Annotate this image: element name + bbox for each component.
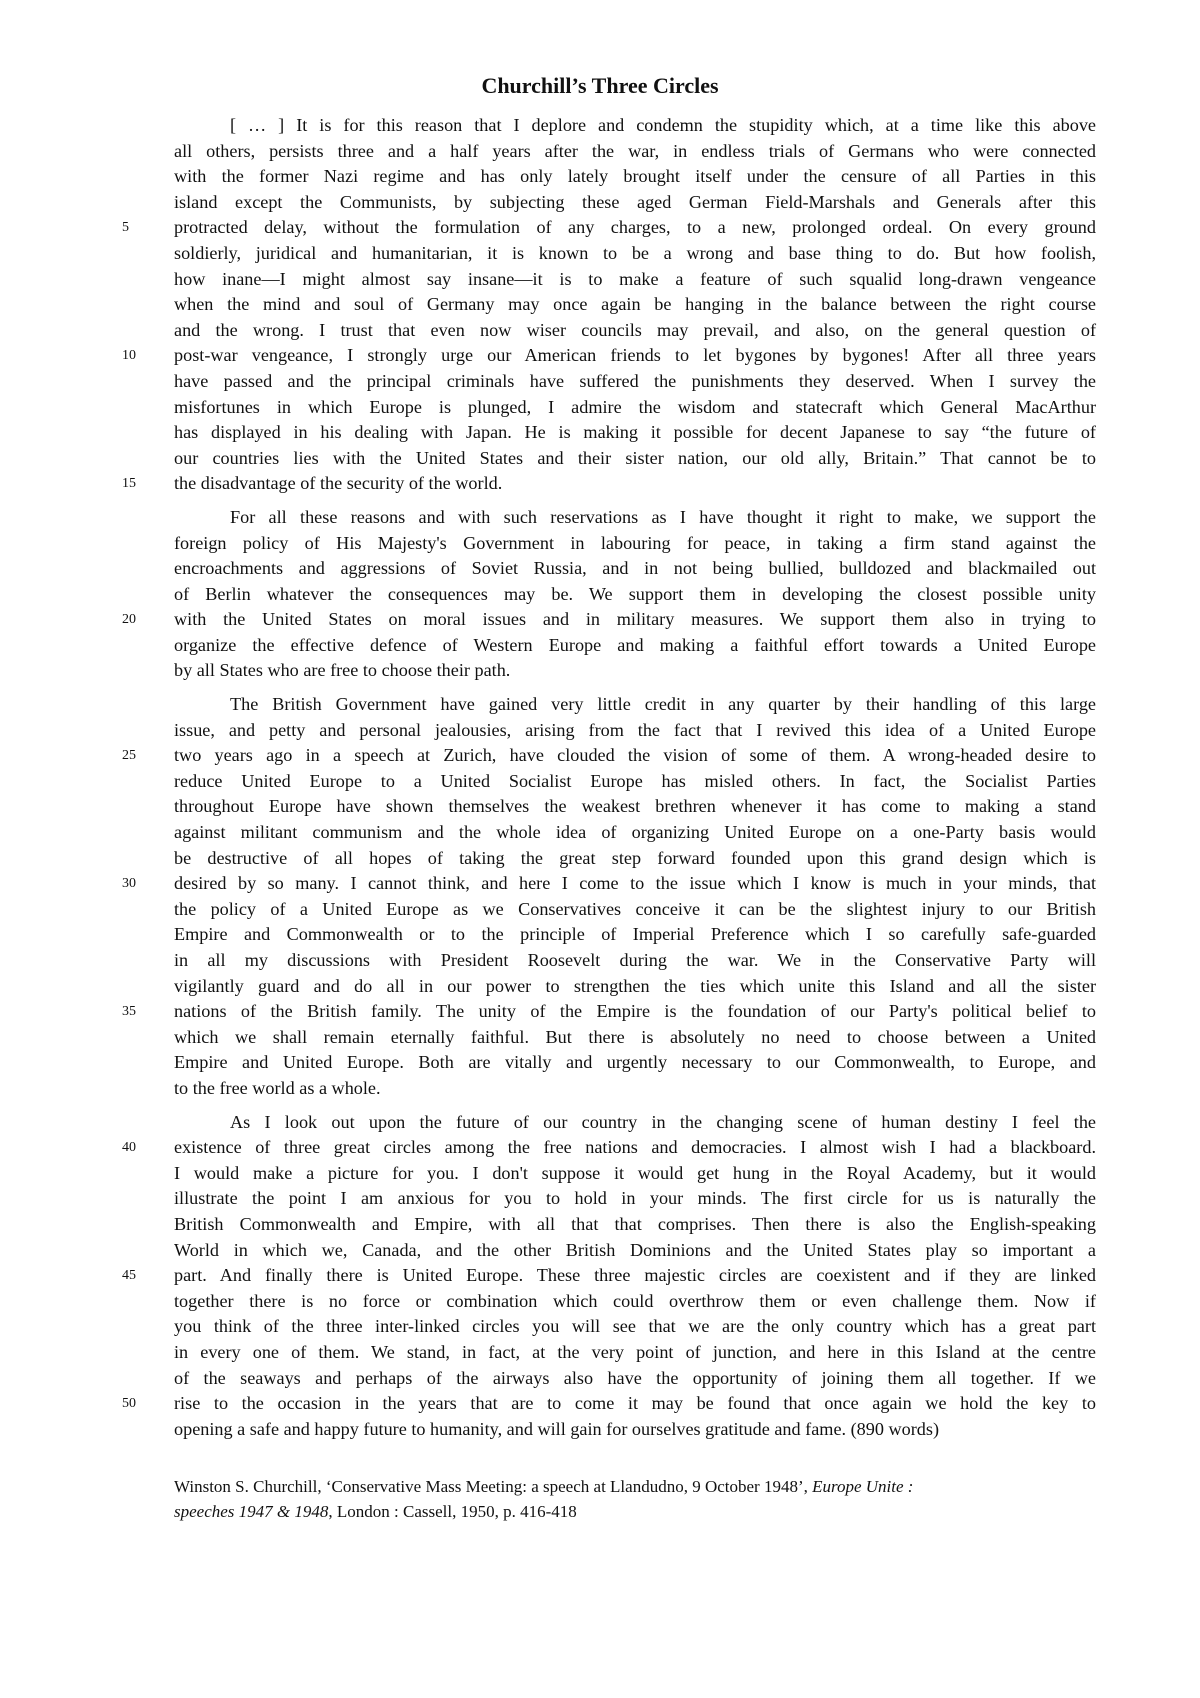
text-line: opening a safe and happy future to humanity, and will gain for ourselves gratitude and fame. (890 words) <box>174 1418 940 1439</box>
text-line: to the free world as a whole. <box>174 1077 381 1098</box>
text-line: when the mind and soul of Germany may once again be hanging in the balance between the right course <box>174 294 1096 315</box>
text-line: our countries lies with the United States and their sister nation, our old ally, Britain.” That cannot be to <box>174 447 1096 468</box>
text-line: the policy of a United Europe as we Conservatives conceive it can be the slightest injury to our British <box>174 898 1096 919</box>
text-line: issue, and petty and personal jealousies, arising from the fact that I revived this idea of a United Europe <box>174 719 1096 740</box>
text-line: island except the Communists, by subjecting these aged German Field-Marshals and Generals after this <box>174 191 1096 212</box>
text-line: in all my discussions with President Roosevelt during the war. We in the Conservative Party will <box>174 950 1096 970</box>
line-number: 5 <box>122 220 129 236</box>
text-line: The British Government have gained very little credit in any quarter by their handling of this large <box>230 694 1096 715</box>
citation-line-2 <box>174 1499 1096 1524</box>
text-line: all others, persists three and a half years after the war, in endless trials of Germans who were connected <box>174 140 1096 161</box>
line-number: 30 <box>122 876 136 892</box>
text-line: misfortunes in which Europe is plunged, I admire the wisdom and statecraft which General MacArthur <box>174 396 1096 417</box>
paragraph-2 <box>122 505 1096 684</box>
text-line: with the United States on moral issues and in military measures. We support them also in trying to 20 <box>174 607 1096 633</box>
text-line: vigilantly guard and do all in our power to strengthen the ties which unite this Island and all the sister <box>174 975 1096 996</box>
line-number: 35 <box>122 1004 136 1020</box>
text-line: World in which we, Canada, and the other British Dominions and the United States play so important a <box>174 1239 1096 1260</box>
text-line: British Commonwealth and Empire, with all that that comprises. Then there is also the English-speaking <box>174 1213 1096 1234</box>
text-line: desired by so many. I cannot think, and here I come to the issue which I know is much in your minds, that 30 <box>174 871 1096 897</box>
text-line: organize the effective defence of Western Europe and making a faithful effort towards a United Europe <box>174 634 1096 655</box>
text-line: you think of the three inter-linked circles you will see that we are the only country which has a great part <box>174 1316 1096 1337</box>
text-line: [ … ] It is for this reason that I deplore and condemn the stupidity which, at a time like this above <box>230 115 1096 135</box>
text-line: has displayed in his dealing with Japan. He is making it possible for decent Japanese to say “the future of <box>174 422 1096 443</box>
text-line: As I look out upon the future of our country in the changing scene of human destiny I feel the <box>230 1111 1096 1132</box>
citation-line-1 <box>174 1474 1096 1499</box>
paragraph-4 <box>122 1110 1096 1443</box>
text-line: in every one of them. We stand, in fact, at the very point of junction, and here in this Island at the centre <box>174 1341 1096 1362</box>
text-line: Empire and Commonwealth or to the principle of Imperial Preference which I so carefully safe-guarded <box>174 924 1096 945</box>
text-line: I would make a picture for you. I don't suppose it would get hung in the Royal Academy, but it would <box>174 1162 1096 1183</box>
document-title: Churchill’s Three Circles <box>481 73 719 98</box>
text-line: two years ago in a speech at Zurich, have clouded the vision of some of them. A wrong-headed desire to 25 <box>174 743 1096 769</box>
text-line: against militant communism and the whole idea of organizing United Europe on a one-Party basis would <box>174 822 1096 843</box>
text-line: of the seaways and perhaps of the airways also have the opportunity of joining them all together. If we <box>174 1367 1096 1388</box>
line-number: 20 <box>122 612 136 628</box>
text-line: post-war vengeance, I strongly urge our American friends to let bygones by bygones! After all three years 10 <box>174 343 1096 369</box>
text-line: encroachments and aggressions of Soviet Russia, and in not being bullied, bulldozed and blackmailed out <box>174 558 1096 579</box>
text-line: For all these reasons and with such reservations as I have thought it right to make, we support the <box>230 506 1096 527</box>
text-line: be destructive of all hopes of taking the great step forward founded upon this grand design which is <box>174 847 1096 868</box>
text-line: Empire and United Europe. Both are vitally and urgently necessary to our Commonwealth, to Europe, and <box>174 1052 1096 1073</box>
text-line: with the former Nazi regime and has only lately brought itself under the censure of all Parties in this <box>174 166 1096 187</box>
text-line: existence of three great circles among the free nations and democracies. I almost wish I had a blackboard. 40 <box>174 1135 1096 1161</box>
text-line: how inane—I might almost say insane—it is to make a feature of such squalid long-drawn vengeance <box>174 268 1096 289</box>
text-line: have passed and the principal criminals have suffered the punishments they deserved. When I survey the <box>174 370 1096 391</box>
text-line: foreign policy of His Majesty's Government in labouring for peace, in taking a firm stand against the <box>174 532 1096 553</box>
text-line: nations of the British family. The unity of the Empire is the foundation of our Party's political belief to 35 <box>174 999 1096 1025</box>
line-number: 45 <box>122 1268 136 1284</box>
citation-publisher: , London : Cassell, 1950, p. 416-418 <box>328 1502 577 1521</box>
document-body <box>122 113 1096 1450</box>
text-line: by all States who are free to choose their path. <box>174 660 511 681</box>
citation-book-title: Europe Unite : <box>812 1477 914 1496</box>
citation <box>174 1474 1096 1524</box>
text-line: reduce United Europe to a United Socialist Europe has misled others. In fact, the Socialist Parties <box>174 770 1096 791</box>
paragraph-3 <box>122 692 1096 1102</box>
line-number: 15 <box>122 476 136 492</box>
line-number: 25 <box>122 748 136 764</box>
text-line: part. And finally there is United Europe. These three majestic circles are coexistent and if they are linked 45 <box>174 1263 1096 1289</box>
text-line: throughout Europe have shown themselves the weakest brethren whenever it has come to making a stand <box>174 796 1096 817</box>
line-number: 40 <box>122 1140 136 1156</box>
text-line: rise to the occasion in the years that are to come it may be found that once again we hold the key to 50 <box>174 1391 1096 1417</box>
paragraph-1 <box>122 113 1096 497</box>
text-line: the disadvantage of the security of the world. 15 <box>174 471 1096 497</box>
text-line: soldierly, juridical and humanitarian, it is known to be a wrong and base thing to do. But how foolish, <box>174 242 1096 263</box>
text-line: illustrate the point I am anxious for you to hold in your minds. The first circle for us is naturally the <box>174 1188 1096 1209</box>
citation-author-title: Winston S. Churchill, ‘Conservative Mass Meeting: a speech at Llandudno, 9 October 1948’, <box>174 1477 813 1496</box>
text-line: together there is no force or combination which could overthrow them or even challenge them. Now if <box>174 1290 1096 1311</box>
line-number: 10 <box>122 348 136 364</box>
text-line: protracted delay, without the formulation of any charges, to a new, prolonged ordeal. On every ground 5 <box>174 215 1096 241</box>
line-number: 50 <box>122 1396 136 1412</box>
text-line: and the wrong. I trust that even now wiser councils may prevail, and also, on the general question of <box>174 319 1096 340</box>
text-line: of Berlin whatever the consequences may be. We support them in developing the closest possible unity <box>174 583 1096 604</box>
citation-book-subtitle: speeches 1947 & 1948 <box>174 1502 329 1521</box>
text-line: which we shall remain eternally faithful. But there is absolutely no need to choose between a United <box>174 1026 1096 1047</box>
